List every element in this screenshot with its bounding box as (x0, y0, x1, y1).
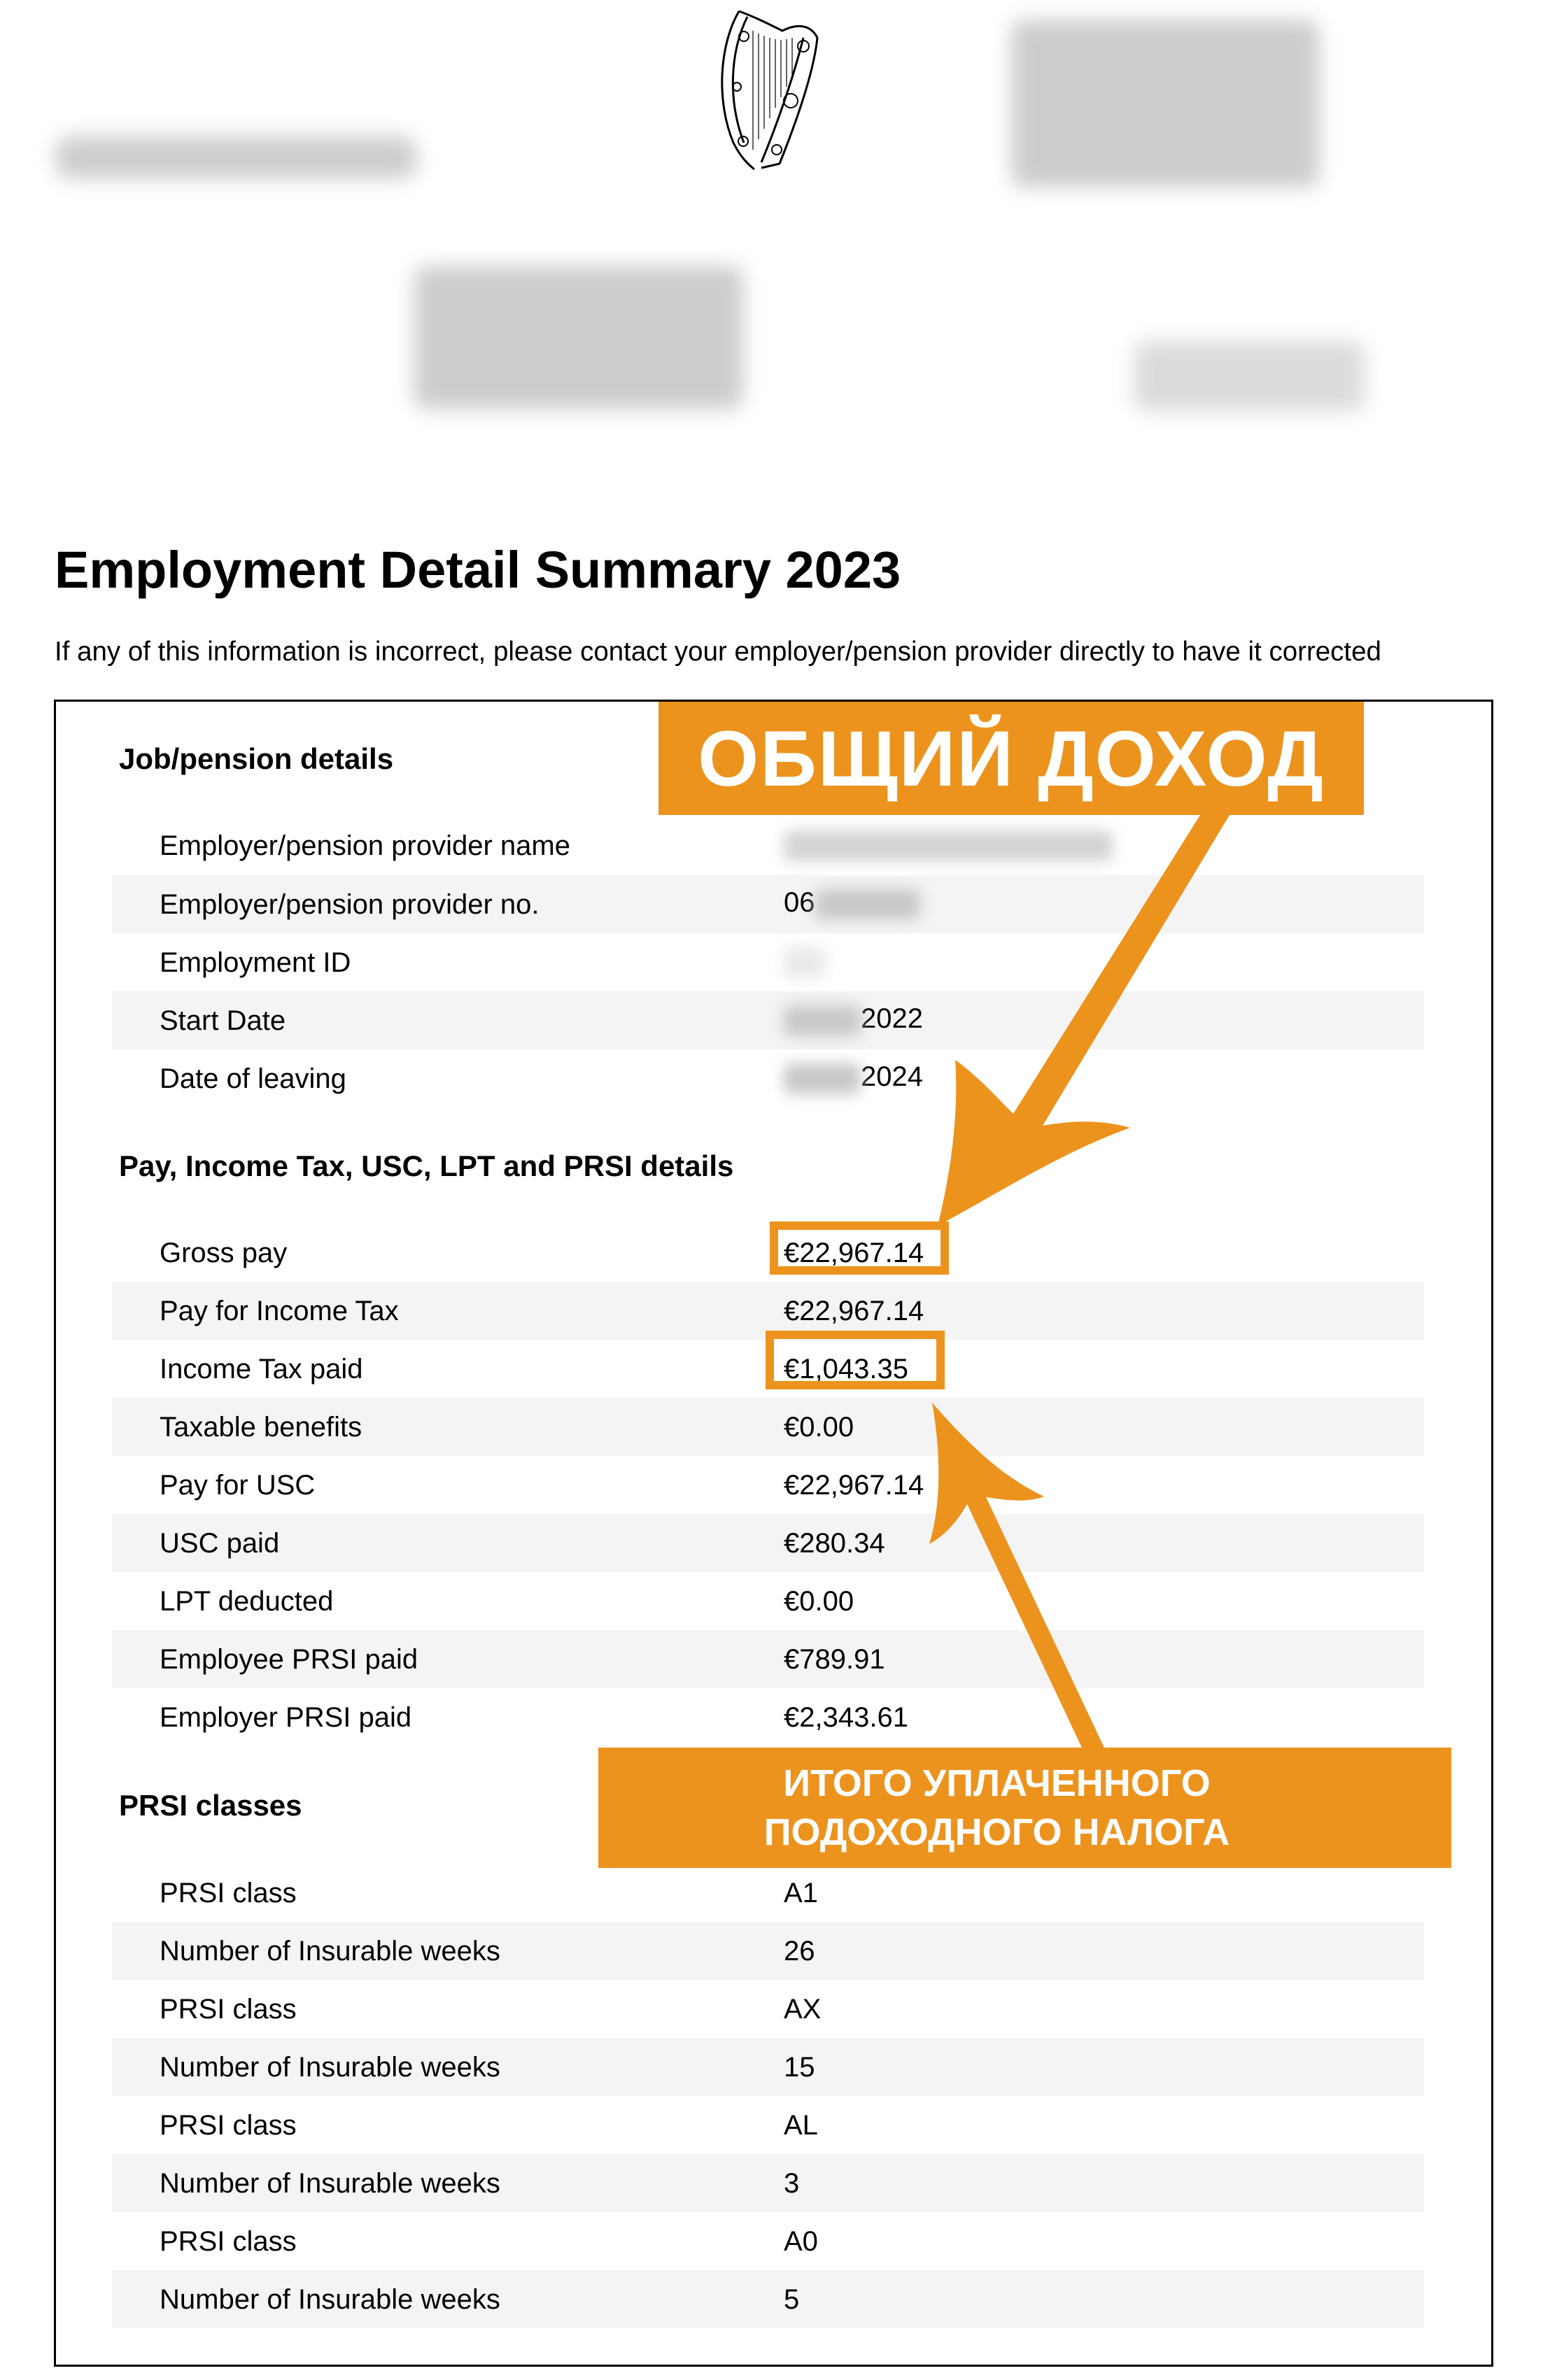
redacted-office-address (1011, 20, 1319, 187)
row-value: A1 (784, 1877, 818, 1908)
table-row (112, 1456, 1424, 1514)
row-value: €0.00 (784, 1411, 854, 1443)
row-label: Date of leaving (160, 1063, 346, 1094)
row-value: €22,967.14 (784, 1237, 924, 1268)
row-value: €789.91 (784, 1643, 885, 1675)
table-row (112, 1224, 1424, 1282)
table-row (112, 2270, 1424, 2328)
table-row (112, 1980, 1424, 2038)
row-value: 06 (784, 888, 920, 919)
row-label: Employment ID (160, 947, 351, 978)
page-subtitle: If any of this information is incorrect, please contact your employer/pension provider directly to have it corrected (55, 637, 1381, 667)
row-value-redacted (784, 947, 826, 977)
redacted-sender-address (56, 136, 416, 178)
row-value: 2024 (784, 1063, 923, 1093)
row-label: Pay for Income Tax (160, 1295, 399, 1326)
callout-total-income (658, 702, 1364, 815)
row-value: 3 (784, 2167, 800, 2199)
harp-emblem-icon (712, 3, 822, 175)
table-row (112, 933, 1424, 991)
callout-tax-line-2: ПОДОХОДНОГО НАЛОГА (763, 1811, 1230, 1853)
row-label: PRSI class (160, 2225, 297, 2257)
callout-total-income-text: ОБЩИЙ ДОХОД (698, 714, 1325, 802)
row-label: Employer PRSI paid (160, 1701, 412, 1733)
row-value: €2,343.61 (784, 1701, 908, 1733)
row-value-redacted (784, 830, 1113, 860)
row-label: PRSI class (160, 1993, 297, 2025)
table-row (112, 2154, 1424, 2212)
row-value: €22,967.14 (784, 1295, 924, 1326)
row-value: €1,043.35 (784, 1353, 908, 1384)
table-row (112, 2096, 1424, 2154)
row-label: USC paid (160, 1527, 280, 1559)
table-row (112, 816, 1424, 874)
row-value: €22,967.14 (784, 1469, 924, 1501)
row-label: Gross pay (160, 1237, 288, 1268)
table-row (112, 2212, 1424, 2270)
table-row (112, 1630, 1424, 1688)
callout-income-tax-paid (598, 1748, 1451, 1868)
row-label: LPT deducted (160, 1585, 334, 1617)
row-label: Number of Insurable weeks (160, 2051, 500, 2083)
row-value: €0.00 (784, 1585, 854, 1617)
row-label: Employee PRSI paid (160, 1643, 418, 1675)
table-row (112, 1049, 1424, 1107)
row-value: 5 (784, 2283, 800, 2315)
row-label: Employer/pension provider no. (160, 888, 540, 920)
table-row (112, 2038, 1424, 2096)
redacted-reference-and-date (1134, 341, 1365, 411)
row-value: AL (784, 2109, 818, 2141)
row-value: AX (784, 1993, 822, 2025)
redacted-recipient-address (414, 266, 743, 409)
row-value: 26 (784, 1935, 815, 1967)
table-row (112, 1514, 1424, 1572)
table-row (112, 1688, 1424, 1746)
row-label: Pay for USC (160, 1469, 316, 1501)
row-label: Number of Insurable weeks (160, 1935, 500, 1967)
row-label: Employer/pension provider name (160, 830, 570, 861)
callout-tax-line-1: ИТОГО УПЛАЧЕННОГО (783, 1762, 1211, 1804)
table-row (112, 1572, 1424, 1630)
section-heading-pay-tax: Pay, Income Tax, USC, LPT and PRSI details (119, 1149, 734, 1182)
row-value: 15 (784, 2051, 815, 2083)
row-value: 2022 (784, 1005, 923, 1035)
highlight-gross-pay (770, 1221, 949, 1275)
table-row (112, 1398, 1424, 1456)
row-value: A0 (784, 2225, 818, 2257)
section-heading-prsi-classes: PRSI classes (119, 1789, 302, 1822)
row-label: Taxable benefits (160, 1411, 362, 1443)
row-label: Start Date (160, 1005, 286, 1036)
section-heading-job-pension: Job/pension details (119, 742, 394, 775)
table-row (112, 875, 1424, 933)
highlight-income-tax-paid (766, 1331, 945, 1389)
table-row (112, 991, 1424, 1049)
table-row (112, 1922, 1424, 1980)
row-label: Number of Insurable weeks (160, 2167, 500, 2199)
row-value: €280.34 (784, 1527, 885, 1559)
page-title: Employment Detail Summary 2023 (55, 541, 901, 599)
table-row (112, 1864, 1424, 1922)
row-label: PRSI class (160, 1877, 297, 1908)
row-label: PRSI class (160, 2109, 297, 2141)
row-label: Number of Insurable weeks (160, 2283, 500, 2315)
row-label: Income Tax paid (160, 1353, 363, 1384)
